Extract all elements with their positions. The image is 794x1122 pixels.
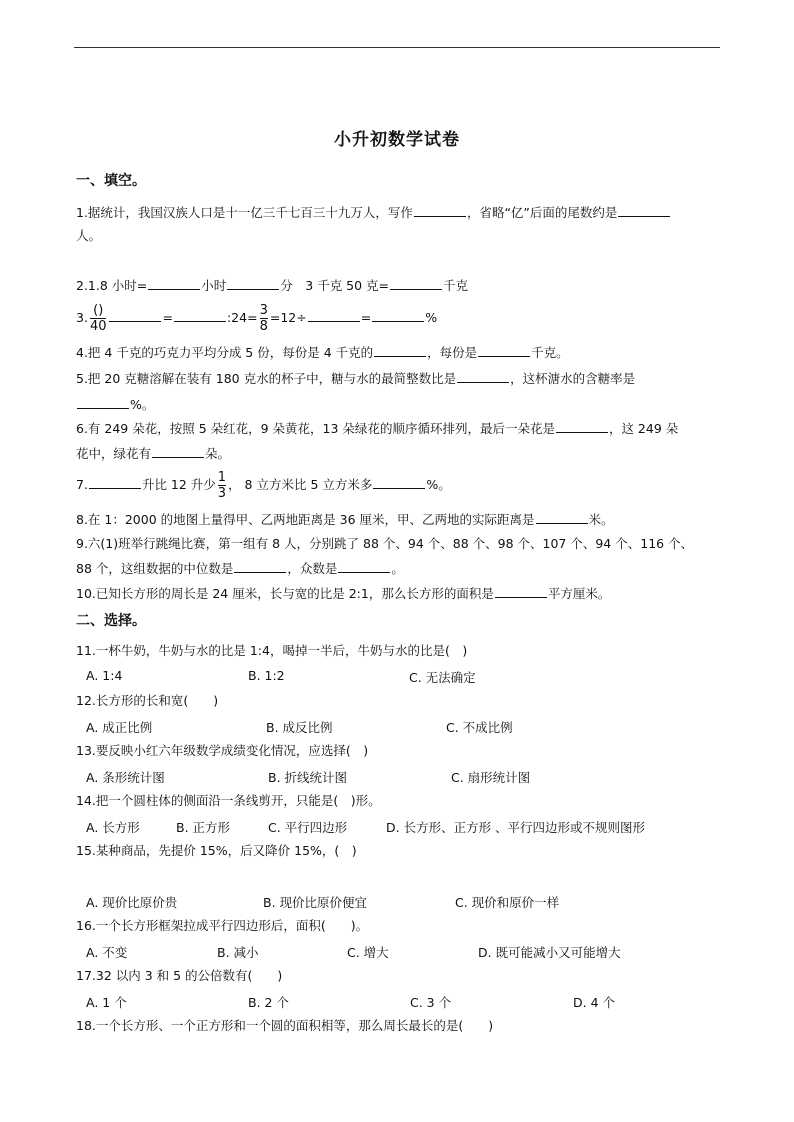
section-multiple-choice: 二、选择。 — [76, 613, 146, 629]
answer-blank[interactable] — [77, 396, 129, 409]
answer-blank[interactable] — [174, 309, 226, 322]
answer-blank[interactable] — [373, 476, 425, 489]
option-b[interactable]: B. 减小 — [217, 945, 259, 960]
answer-blank[interactable] — [148, 277, 200, 290]
option-c[interactable]: C. 现价和原价一样 — [455, 895, 560, 910]
question-1-cont — [76, 228, 101, 244]
option-c[interactable]: C. 无法确定 — [409, 670, 476, 685]
option-b[interactable]: B. 成反比例 — [266, 720, 333, 735]
question-9: 9.六(1)班举行跳绳比赛，第一组有 8 人，分别跳了 88 个、94 个、88 个、98 个、107 个、94 个、116 个、 — [76, 536, 694, 551]
question-4: 4.把 4 千克的巧克力平均分成 5 份，每份是 4 千克的 ，每份是 千克。 — [76, 345, 569, 360]
option-b[interactable]: B. 折线统计图 — [268, 770, 348, 785]
question-5-cont: %。 — [76, 396, 154, 413]
fraction: $\frac{1}{3}$ — [217, 470, 227, 501]
question-18: 18.一个长方形、一个正方形和一个圆的面积相等，那么周长最长的是( ) — [76, 1018, 494, 1033]
question-11: 11.一杯牛奶，牛奶与水的比是 1:4，喝掉一半后，牛奶与水的比是( ) — [76, 643, 468, 658]
question-8: 8.在 1：2000 的地图上量得甲、乙两地距离是 36 厘米，甲、乙两地的实际距离是 米。 — [76, 512, 614, 527]
answer-blank[interactable] — [618, 204, 670, 217]
answer-blank[interactable] — [89, 476, 141, 489]
answer-blank[interactable] — [372, 309, 424, 322]
question-12: 12.长方形的长和宽( ) — [76, 693, 219, 708]
answer-blank[interactable] — [109, 309, 161, 322]
answer-blank[interactable] — [536, 511, 588, 524]
question-1 — [76, 204, 671, 221]
option-b[interactable]: B. 现价比原价便宜 — [263, 895, 368, 910]
header-rule — [74, 47, 720, 48]
answer-blank[interactable] — [338, 560, 390, 573]
option-c[interactable]: C. 平行四边形 — [268, 820, 348, 835]
question-15: 15.某种商品，先提价 15%，后又降价 15%，( ) — [76, 843, 357, 858]
fraction: $\frac{3}{8}$ — [259, 303, 268, 334]
option-a[interactable]: A. 条形统计图 — [86, 770, 165, 785]
option-a[interactable]: A. 现价比原价贵 — [86, 895, 178, 910]
option-a[interactable]: A. 成正比例 — [86, 720, 153, 735]
answer-blank[interactable] — [478, 344, 530, 357]
option-c[interactable]: C. 不成比例 — [446, 720, 513, 735]
question-text: 千克 — [443, 278, 469, 293]
question-9-cont: 88 个，这组数据的中位数是 ，众数是 。 — [76, 561, 404, 576]
question-17: 17.32 以内 3 和 5 的公倍数有( ) — [76, 968, 283, 983]
answer-blank[interactable] — [414, 204, 466, 217]
question-10: 10.已知长方形的周长是 24 厘米，长与宽的比是 2:1，那么长方形的面积是 平方厘米。 — [76, 586, 611, 601]
answer-blank[interactable] — [457, 370, 509, 383]
question-text: ，省略“亿”后面的尾数约是 — [466, 205, 618, 220]
question-14: 14.把一个圆柱体的侧面沿一条线剪开，只能是( )形。 — [76, 793, 381, 808]
question-3: 3. $\frac{()}{40}$ = :24= $\frac{3}{8}$ =12÷ = % — [76, 303, 438, 334]
option-a[interactable]: A. 不变 — [86, 945, 128, 960]
option-b[interactable]: B. 正方形 — [176, 820, 231, 835]
answer-blank[interactable] — [234, 560, 286, 573]
fraction: $\frac{()}{40}$ — [89, 303, 107, 334]
answer-blank[interactable] — [152, 445, 204, 458]
question-13: 13.要反映小红六年级数学成绩变化情况，应选择( ) — [76, 743, 369, 758]
question-16: 16.一个长方形框架拉成平行四边形后，面积( )。 — [76, 918, 369, 933]
option-a[interactable]: A. 长方形 — [86, 820, 140, 835]
question-text: 小时 — [201, 278, 227, 293]
question-6-cont: 花中，绿花有 朵。 — [76, 446, 231, 461]
question-2 — [76, 277, 468, 294]
option-b[interactable]: B. 1:2 — [248, 668, 285, 683]
option-d[interactable]: D. 4 个 — [573, 995, 615, 1010]
option-c[interactable]: C. 增大 — [347, 945, 389, 960]
option-a[interactable]: A. 1 个 — [86, 995, 127, 1010]
option-b[interactable]: B. 2 个 — [248, 995, 289, 1010]
answer-blank[interactable] — [374, 344, 426, 357]
question-5: 5.把 20 克糖溶解在装有 180 克水的杯子中，糖与水的最简整数比是 ，这杯溏水的含糖率是 — [76, 371, 636, 386]
page-title: 小升初数学试卷 — [334, 130, 460, 150]
answer-blank[interactable] — [308, 309, 360, 322]
question-7: 7. 升比 12 升少 $\frac{1}{3}$ ， 8 立方米比 5 立方米多 %。 — [76, 470, 451, 501]
question-text: 1.据统计，我国汉族人口是十一亿三千七百三十九万人，写作 — [76, 205, 413, 220]
question-number: 3. — [76, 310, 88, 325]
answer-blank[interactable] — [556, 420, 608, 433]
answer-blank[interactable] — [390, 277, 442, 290]
question-6: 6.有 249 朵花，按照 5 朵红花，9 朵黄花，13 朵绿花的顺序循环排列，最后一朵花是 ，这 249 朵 — [76, 421, 679, 436]
answer-blank[interactable] — [227, 277, 279, 290]
option-a[interactable]: A. 1:4 — [86, 668, 123, 683]
option-c[interactable]: C. 扇形统计图 — [451, 770, 531, 785]
answer-blank[interactable] — [495, 585, 547, 598]
option-c[interactable]: C. 3 个 — [410, 995, 452, 1010]
question-text: 分 3 千克 50 克= — [280, 278, 390, 293]
section-fill-blank: 一、填空。 — [76, 173, 146, 189]
option-d[interactable]: D. 长方形、正方形 、平行四边形或不规则图形 — [386, 820, 646, 835]
question-text: 2.1.8 小时= — [76, 278, 148, 293]
question-text: 人。 — [76, 228, 102, 243]
option-d[interactable]: D. 既可能减小又可能增大 — [478, 945, 621, 960]
